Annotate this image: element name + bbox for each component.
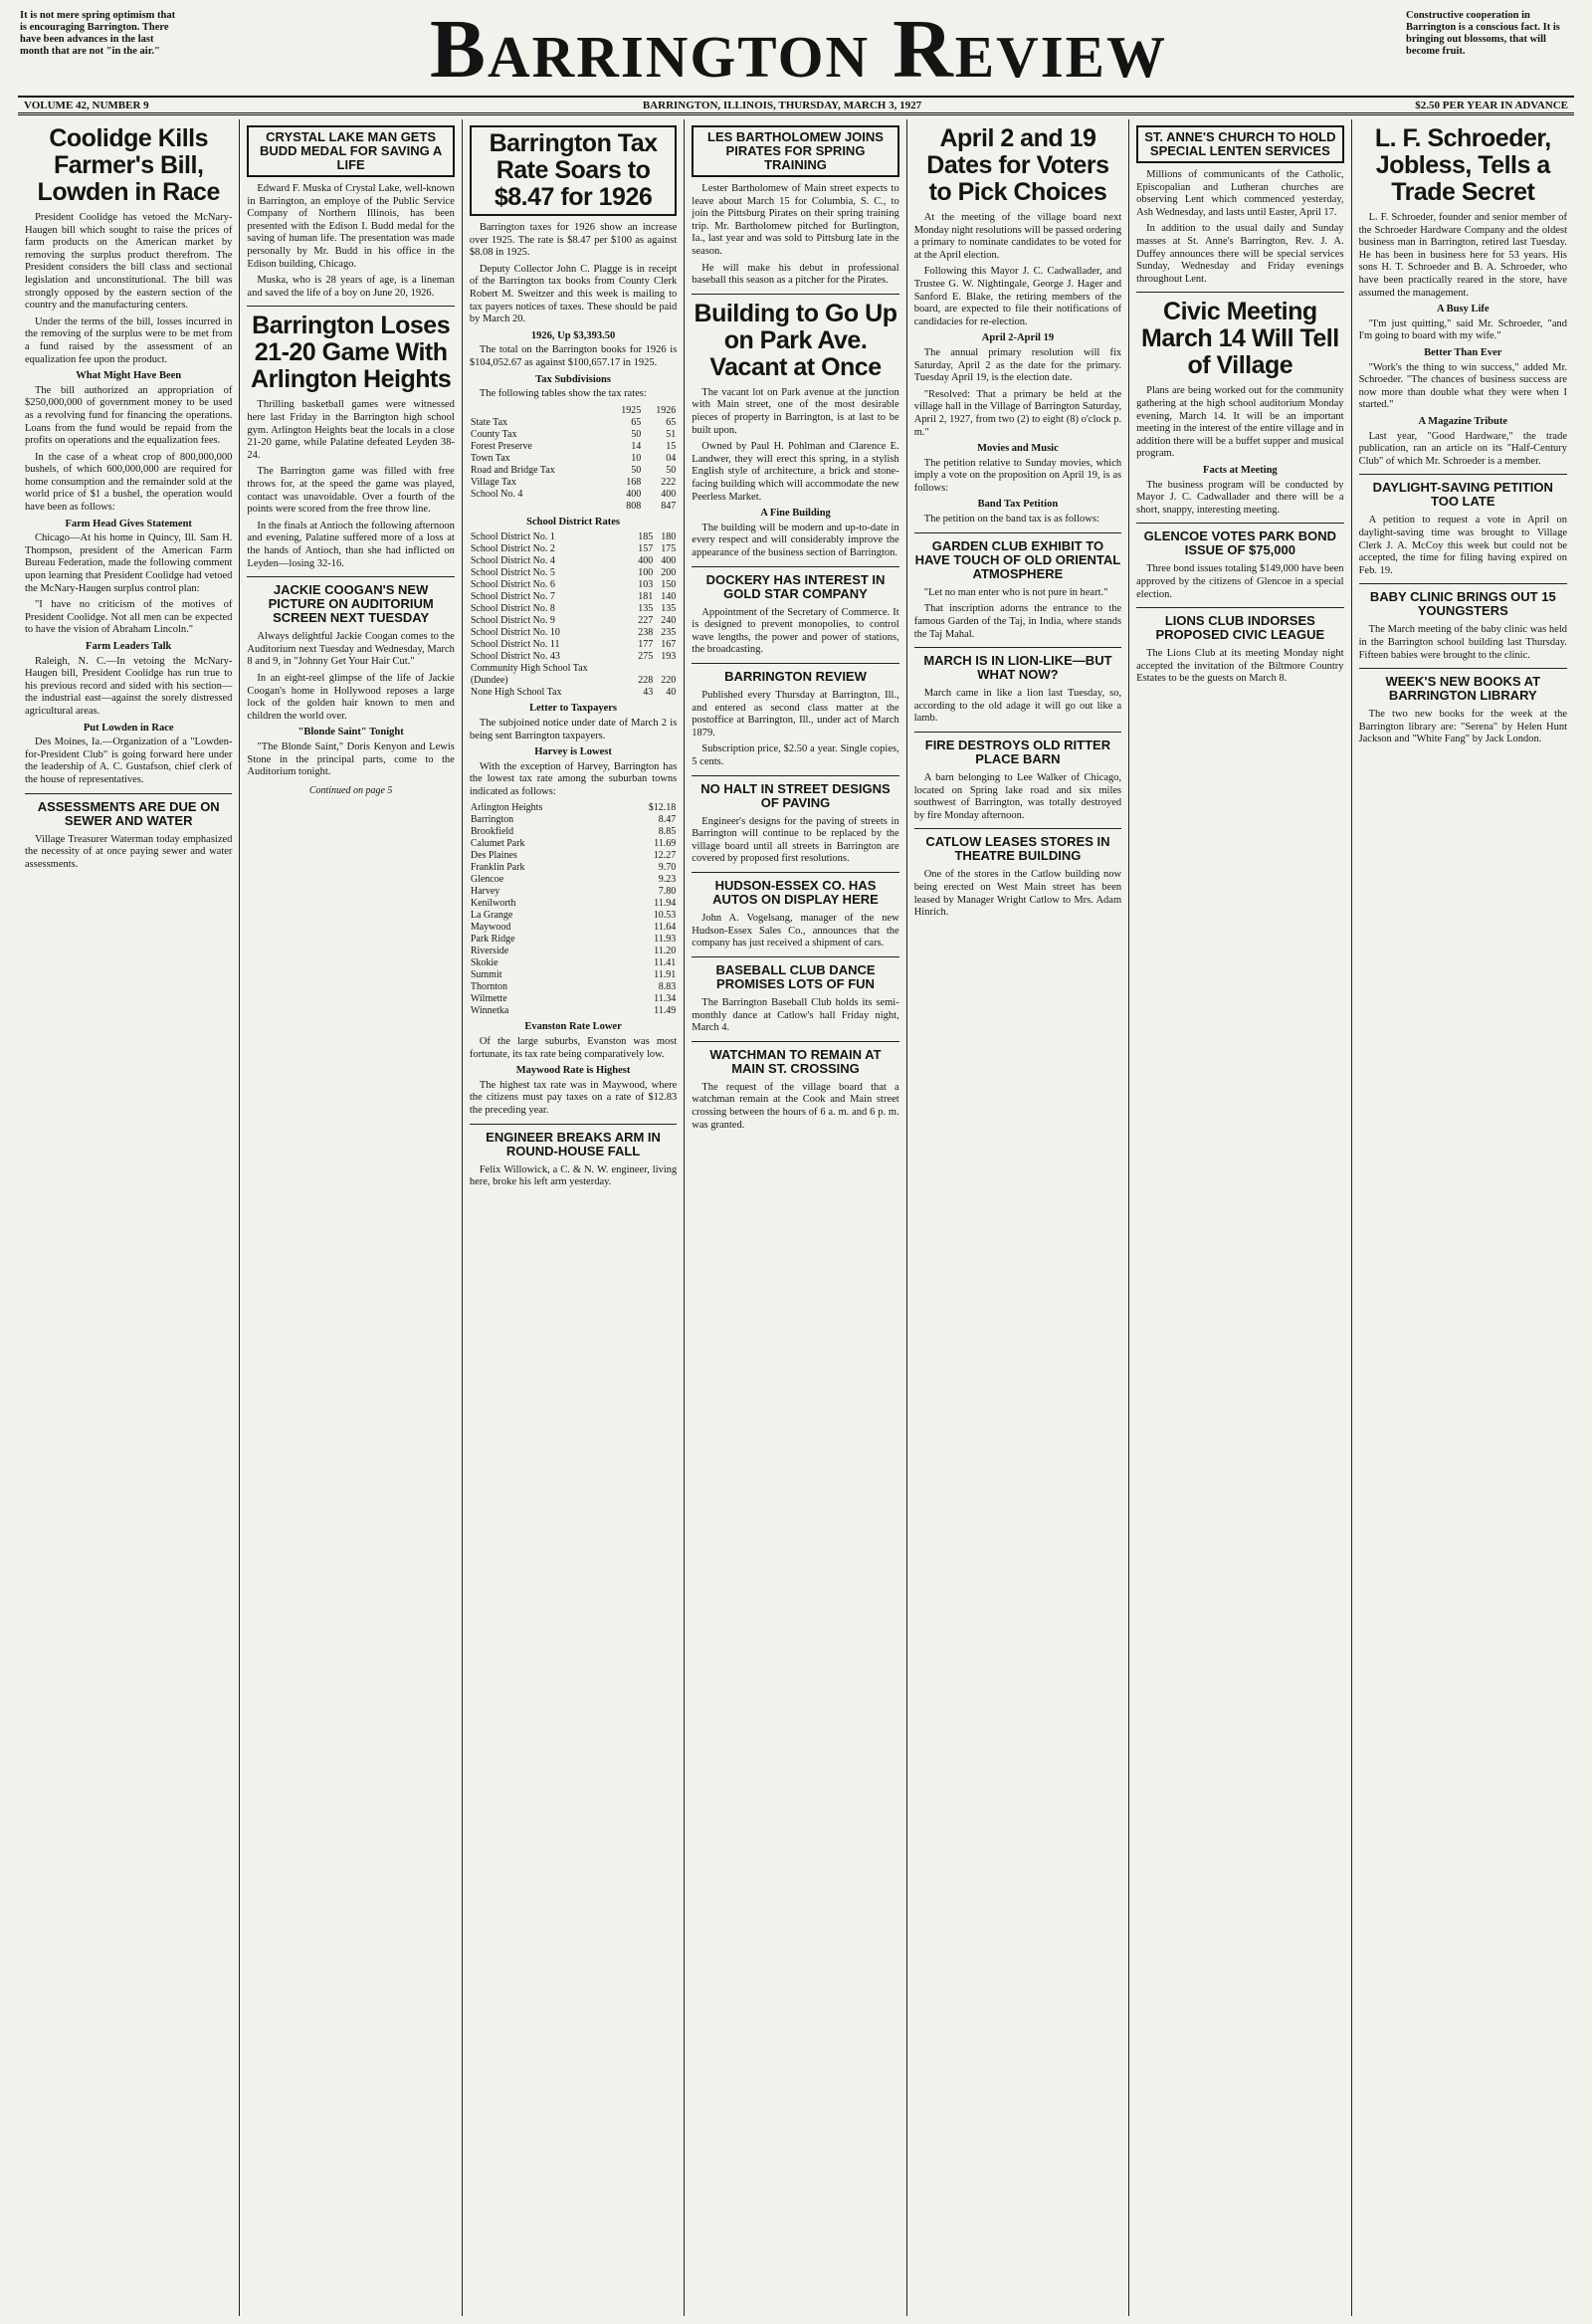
headline-april-voters: April 2 and 19 Dates for Voters to Pick Choices: [926, 124, 1109, 206]
paragraph: The highest tax rate was in Maywood, where the citizens must pay taxes on a rate of $12.83 the preceding year.: [469, 1079, 678, 1117]
column-3: [463, 119, 685, 2316]
paragraph: A barn belonging to Lee Walker of Chicago, located on Spring lake road and six miles southwest of Barrington, was totally destroyed by fire Monday afternoon.: [913, 772, 1122, 821]
table-cell: 400: [638, 555, 654, 567]
paragraph: The total on the Barrington books for 1926 is $104,052.67 as against $100,657.17 in 1925.: [469, 344, 678, 368]
table-cell: 228: [638, 675, 654, 687]
paragraph: The building will be modern and up-to-date in every respect and will considerably improve the appearance of the business section of Barrington.: [692, 522, 899, 558]
headline-paving: NO HALT IN STREET DESIGNS OF PAVING: [700, 780, 891, 810]
table-row: [470, 543, 677, 555]
table-cell: [470, 405, 607, 417]
headline-catlow: CATLOW LEASES STORES IN THEATRE BUILDING: [925, 834, 1110, 864]
divider: [1359, 668, 1567, 669]
tax-rate-table: [470, 405, 677, 513]
subhead: Better Than Ever: [1424, 346, 1502, 358]
subhead: "Blonde Saint" Tonight: [298, 727, 404, 739]
paragraph: He will make his debut in professional baseball this season as a pitcher for the Pirates.: [692, 262, 899, 287]
table-cell: School No. 4: [470, 488, 523, 500]
paragraph: The Barrington game was filled with free throws for, at the speed the game was played, contact was unavoidable. Over a fourth of the points were scored from the free throw line.: [247, 466, 455, 516]
paragraph: Barrington taxes for 1926 show an increase over 1925. The rate is $8.47 per $100 as against $8.08 in 1925.: [469, 222, 678, 259]
table-cell: 50: [666, 464, 677, 476]
divider: [1359, 474, 1567, 475]
divider: [1136, 523, 1343, 524]
table-cell: School District No. 43: [470, 651, 560, 663]
table-row: [470, 850, 677, 862]
table-cell: 847: [661, 500, 677, 512]
divider: [247, 306, 454, 307]
paragraph: March came in like a lion last Tuesday, so, according to the old adage it will go out like a lamb.: [913, 688, 1122, 725]
paragraph: Owned by Paul H. Pohlman and Clarence E. Landwer, they will erect this spring, in a stylish English style of architecture, a brick and stone-facing building which will accommodate the new Peerless Market.: [692, 441, 899, 503]
town-rate-table: [470, 802, 677, 1017]
table-row: [470, 555, 677, 567]
table-cell: 103: [638, 579, 654, 591]
table-row: [470, 993, 677, 1005]
table-row: [470, 969, 677, 981]
column-5: [907, 119, 1129, 2316]
headline-baseball-dance: BASEBALL CLUB DANCE PROMISES LOTS OF FUN: [715, 961, 876, 991]
table-cell: Riverside: [470, 946, 509, 957]
table-cell: 40: [666, 687, 677, 699]
table-cell: 100: [638, 567, 654, 579]
paragraph: Under the terms of the bill, losses incurred in the removing of the surplus were to be met from a fund raised by the assessment of an equalization fee upon the product.: [25, 316, 233, 365]
paragraph: L. F. Schroeder, founder and senior member of the Schroeder Hardware Company and the oldest business man in Barrington, retired last Tuesday. He has been in business here for 53 years. His sons H. T. Schroeder and B. A. Schroeder, who have been practically reared in the store, have assumed the management.: [1358, 212, 1567, 299]
headline-march-lion: MARCH IS IN LION-LIKE—BUT WHAT NOW?: [923, 653, 1112, 683]
table-row: [470, 453, 677, 465]
table-cell: None High School Tax: [470, 687, 562, 699]
headline-dockery: DOCKERY HAS INTEREST IN GOLD STAR COMPANY: [705, 571, 886, 601]
table-cell: 10.53: [653, 910, 677, 922]
paragraph: The March meeting of the baby clinic was held in the Barrington school building last Thursday. Fifteen babies were brought to the clinic.: [1358, 624, 1567, 661]
table-cell: 240: [661, 615, 677, 627]
table-cell: School District No. 1: [470, 531, 555, 543]
table-cell: Brookfield: [470, 826, 514, 838]
table-cell: [654, 663, 677, 675]
table-cell: 227: [638, 615, 654, 627]
table-cell: (Dundee): [470, 675, 508, 687]
paragraph: Deputy Collector John C. Plagge is in receipt of the Barrington tax books from County Clerk Robert M. Sweitzer and this week is mailing to tax payers notices of taxes. These should be paid by March 20.: [469, 263, 678, 325]
table-cell: 11.93: [654, 934, 677, 946]
table-cell: Kenilworth: [470, 898, 516, 910]
subhead: Evanston Rate Lower: [524, 1021, 622, 1033]
table-row: [470, 579, 677, 591]
table-cell: 193: [661, 651, 677, 663]
table-cell: 8.47: [658, 814, 677, 826]
table-cell: 10: [631, 452, 642, 464]
columns: [18, 119, 1574, 2316]
masthead: Barrington Review: [429, 3, 1168, 96]
table-row: [470, 874, 677, 886]
table-row: [470, 934, 677, 946]
table-row: [470, 946, 677, 957]
divider: [914, 647, 1121, 648]
table-cell: School District No. 9: [470, 615, 555, 627]
table-cell: 150: [661, 579, 677, 591]
table-row: [470, 627, 677, 639]
table-cell: 04: [666, 452, 677, 464]
table-row: [470, 687, 677, 699]
table-row: [470, 615, 677, 627]
table-cell: School District No. 10: [470, 627, 560, 639]
paragraph: A petition to request a vote in April on daylight-saving time was brought to Village Clerk J. A. McCoy this week but could not be accepted, the time for filing having expired on Feb. 19.: [1358, 515, 1567, 576]
table-cell: 11.20: [654, 946, 677, 957]
divider: [25, 793, 232, 794]
table-cell: [631, 663, 654, 675]
paragraph: "I have no criticism of the motives of President Coolidge. Not all men can be expected to have the vision of Abraham Lincoln.": [25, 599, 233, 636]
subhead: Movies and Music: [977, 443, 1059, 455]
table-row: [470, 441, 677, 453]
paragraph: The request of the village board that a watchman remain at the Cook and Main street crossing between the hours of 6 a. m. and 6 p. m. was granted.: [692, 1081, 899, 1131]
divider: [914, 828, 1121, 829]
table-row: [470, 675, 677, 687]
table-cell: 135: [638, 603, 654, 615]
headline-bartholomew: LES BARTHOLOMEW JOINS PIRATES FOR SPRING TRAINING: [692, 125, 898, 177]
headline-tax-rate: Barrington Tax Rate Soars to $8.47 for 1926: [470, 125, 677, 216]
paragraph: "I'm just quitting," said Mr. Schroeder, "and I'm going to board with my wife.": [1358, 317, 1567, 342]
headline-schroeder: L. F. Schroeder, Jobless, Tells a Trade Secret: [1374, 124, 1551, 206]
table-cell: 11.49: [654, 1005, 677, 1017]
table-cell: Forest Preserve: [470, 440, 532, 452]
table-cell: 140: [661, 591, 677, 603]
paragraph: At the meeting of the village board next Monday night resolutions will be passed ordering a primary to nominate candidates to be voted for at the April election.: [913, 212, 1122, 261]
paragraph: President Coolidge has vetoed the McNary-Haugen bill which sought to raise the prices of farm products on the American market by removing the surplus product therefrom. The President considers the bill class and sectional legislation and unconstitutional. The bill was strongly opposed by the eastern section of the country and the manufacturing centers.: [25, 212, 233, 312]
table-cell: 11.69: [654, 838, 677, 850]
school-rate-table: [470, 531, 677, 699]
subhead: Farm Head Gives Statement: [65, 518, 192, 529]
paragraph: One of the stores in the Catlow building now being erected on West Main street has been leased by Manager Wright Catlow to Mrs. Adam Hinrich.: [913, 869, 1122, 919]
paragraph: In the case of a wheat crop of 800,000,000 bushels, of which 600,000,000 are required for home consumption and the remainder sold at the world price of $1 a bushel, the operation would have been as follows:: [25, 451, 233, 514]
left-ear: It is not mere spring optimism that is encouraging Barrington. There have been advances in the last month that are not "in the air.": [20, 10, 176, 58]
paragraph: Published every Thursday at Barrington, Ill., and entered as second class matter at the postoffice at Barrington, Ill., under act of March 1879.: [692, 690, 899, 739]
table-row: [470, 826, 677, 838]
subhead: Letter to Taxpayers: [529, 703, 617, 715]
headline-library-books: WEEK'S NEW BOOKS AT BARRINGTON LIBRARY: [1385, 674, 1541, 704]
table-cell: Village Tax: [470, 476, 516, 488]
table-cell: County Tax: [470, 428, 517, 440]
paragraph: Thrilling basketball games were witnessed here last Friday in the Barrington high school gym. Arlington Heights beat the locals in a close 21-20 game, while Palatine defeated Leyden 38-24.: [247, 399, 455, 461]
table-cell: Des Plaines: [470, 850, 517, 862]
table-cell: 200: [661, 567, 677, 579]
divider: [692, 872, 898, 873]
table-cell: School District No. 6: [470, 579, 555, 591]
divider: [1136, 292, 1343, 293]
paragraph: Last year, "Good Hardware," the trade publication, ran an article on its "Half-Century Club" of which Mr. Schroeder is a member.: [1358, 430, 1567, 467]
table-row: [470, 531, 677, 543]
table-cell: 808: [626, 500, 642, 512]
paragraph: Des Moines, Ia.—Organization of a "Lowden-for-President Club" is going forward here under the leadership of A. C. Gustafson, chief clerk of the house of representatives.: [25, 737, 233, 785]
table-cell: 185: [638, 531, 654, 543]
paragraph: John A. Vogelsang, manager of the new Hudson-Essex Sales Co., announces that the company has just received a shipment of cars.: [692, 913, 899, 950]
paragraph: Subscription price, $2.50 a year. Single copies, 5 cents.: [692, 743, 899, 767]
subhead: A Fine Building: [760, 508, 831, 520]
paragraph: The following tables show the tax rates:: [479, 388, 647, 400]
headline-engineer: ENGINEER BREAKS ARM IN ROUND-HOUSE FALL: [486, 1129, 661, 1159]
table-cell: 43: [643, 687, 654, 699]
table-cell: Town Tax: [470, 452, 510, 464]
subhead: Band Tax Petition: [977, 499, 1059, 511]
table-cell: 11.34: [654, 993, 677, 1005]
subhead: April 2-April 19: [981, 332, 1055, 344]
paragraph: Edward F. Muska of Crystal Lake, well-known in Barrington, an employe of the Public Service Company of Northern Illinois, has been presented with the Edison I. Budd medal for the saving of human life. The presentation was made personally by Mr. Budd in his office in the Edison building, Chicago.: [247, 183, 455, 270]
dateline: [18, 96, 1574, 115]
table-cell: Arlington Heights: [470, 802, 543, 814]
table-cell: 400: [661, 555, 677, 567]
column-7: [1352, 119, 1574, 2316]
column-4: [685, 119, 906, 2316]
headline-st-annes: ST. ANNE'S CHURCH TO HOLD SPECIAL LENTEN SERVICES: [1136, 125, 1343, 163]
subhead: Facts at Meeting: [1203, 464, 1278, 476]
headline-daylight-saving: DAYLIGHT-SAVING PETITION TOO LATE: [1372, 480, 1553, 510]
table-cell: 400: [626, 488, 642, 500]
table-row: [470, 802, 677, 814]
paragraph: The Lions Club at its meeting Monday night accepted the invitation of the Biltmore Country Estates to be the guests on March 8.: [1136, 648, 1344, 685]
table-row: [470, 591, 677, 603]
table-cell: 8.85: [658, 826, 677, 838]
review-masthead-box: BARRINGTON REVIEW: [724, 669, 867, 684]
headline-basketball: Barrington Loses 21-20 Game With Arlington Heights: [251, 312, 452, 394]
column-2: [240, 119, 462, 2316]
paragraph: The two new books for the week at the Barrington library are: "Serena" by Helen Hunt Jackson and "White Fang" by Jack London.: [1358, 709, 1567, 745]
subhead: School District Rates: [526, 516, 621, 528]
paragraph: Raleigh, N. C.—In vetoing the McNary-Haugen bill, President Coolidge has run true to his previous record and sided with his section—the industrial east—against the sorely distressed agricultural areas.: [25, 655, 233, 717]
paragraph: Village Treasurer Waterman today emphasized the necessity of at once paying sewer and water assessments.: [25, 833, 233, 870]
divider: [1136, 607, 1343, 608]
table-cell: Road and Bridge Tax: [470, 464, 555, 476]
table-cell: 220: [661, 675, 677, 687]
table-row: [470, 603, 677, 615]
table-cell: 51: [666, 428, 677, 440]
table-cell: State Tax: [470, 416, 508, 428]
table-cell: Community High School Tax: [470, 663, 588, 675]
subhead: What Might Have Been: [76, 370, 182, 382]
table-cell: 168: [626, 476, 642, 488]
table-cell: 9.23: [658, 874, 677, 886]
divider: [692, 566, 898, 567]
table-cell: 11.94: [654, 898, 677, 910]
table-cell: 15: [666, 440, 677, 452]
paragraph: "Let no man enter who is not pure in heart.": [923, 586, 1108, 598]
table-cell: Franklin Park: [470, 862, 525, 874]
paragraph: The petition on the band tax is as follows:: [923, 514, 1099, 526]
table-cell: 1925: [621, 404, 642, 416]
paragraph: With the exception of Harvey, Barrington has the lowest tax rate among the suburban towns indicated as follows:: [469, 760, 678, 797]
table-cell: 167: [661, 639, 677, 651]
paragraph: The subjoined notice under date of March 2 is being sent Barrington taxpayers.: [469, 717, 678, 741]
table-cell: 1926: [656, 404, 677, 416]
headline-coolidge: Coolidge Kills Farmer's Bill, Lowden in Race: [37, 124, 220, 206]
paragraph: The business program will be conducted by Mayor J. C. Cadwallader and there will be a short, snappy, interesting meeting.: [1136, 479, 1344, 516]
paragraph: The Barrington Baseball Club holds its semi-monthly dance at Catlow's hall Friday night, March 4.: [692, 996, 899, 1034]
divider: [470, 1124, 677, 1125]
table-cell: 50: [631, 464, 642, 476]
table-row: [470, 567, 677, 579]
table-row: [470, 417, 677, 429]
paragraph: In the finals at Antioch the following afternoon and evening, Palatine suffered more of a loss at the hands of Antioch, than she had inflicted on Leyden—losing 32-16.: [247, 520, 455, 569]
subhead: Tax Subdivisions: [535, 373, 611, 385]
headline-watchman: WATCHMAN TO REMAIN AT MAIN ST. CROSSING: [709, 1046, 882, 1076]
headline-civic-meeting: Civic Meeting March 14 Will Tell of Village: [1141, 298, 1339, 380]
divider: [914, 732, 1121, 733]
paragraph: Engineer's designs for the paving of streets in Barrington will continue to be replaced by the village board until all streets in Barrington are covered by proposed first resolutions.: [692, 815, 899, 865]
divider: [692, 956, 898, 957]
table-row: [470, 814, 677, 826]
table-cell: [470, 501, 607, 513]
table-cell: Park Ridge: [470, 934, 515, 946]
table-row: [470, 957, 677, 969]
paragraph: The annual primary resolution will fix Saturday, April 2 as the date for the primary. Tuesday April 19, is the election date.: [913, 346, 1122, 384]
headline-park-ave: Building to Go Up on Park Ave. Vacant at Once: [694, 299, 897, 381]
table-cell: Glencoe: [470, 874, 504, 886]
divider: [692, 663, 898, 664]
table-cell: School District No. 7: [470, 591, 555, 603]
headline-baby-clinic: BABY CLINIC BRINGS OUT 15 YOUNGSTERS: [1369, 589, 1556, 619]
table-cell: 135: [661, 603, 677, 615]
paragraph: "Work's the thing to win success," added Mr. Schroeder. "The chances of business success are now more than double what they were when I started.": [1358, 361, 1567, 411]
paragraph: Millions of communicants of the Catholic, Episcopalian and Lutheran churches are observing Lent which commenced yesterday, Ash Wednesday, and lasts until Easter, April 17.: [1136, 169, 1344, 218]
table-cell: 157: [638, 543, 654, 555]
table-cell: 275: [638, 651, 654, 663]
divider: [692, 1041, 898, 1042]
subhead: Put Lowden in Race: [83, 722, 174, 734]
table-row: [470, 429, 677, 441]
paragraph: Following this Mayor J. C. Cadwallader, and Trustee G. W. Nightingale, George J. Hager and Sanford E. Blake, the retiring members of the board, are expected to file their notifications of candidacies for re-election.: [913, 266, 1122, 327]
table-row: [470, 465, 677, 477]
paragraph: Chicago—At his home in Quincy, Ill. Sam H. Thompson, president of the American Farm Bureau Federation, made the following comment upon learning that President Coolidge had vetoed the McNary-Haugen surplus control plan:: [25, 532, 233, 594]
subhead: A Magazine Tribute: [1418, 415, 1507, 427]
headline-crystal-lake: CRYSTAL LAKE MAN GETS BUDD MEDAL FOR SAVING A LIFE: [247, 125, 454, 177]
table-row: [470, 981, 677, 993]
subhead: Farm Leaders Talk: [86, 641, 172, 652]
table-cell: Harvey: [470, 886, 500, 898]
table-cell: 9.70: [658, 862, 677, 874]
continued-note: Continued on page 5: [308, 784, 393, 796]
paragraph: Muska, who is 28 years of age, is a lineman and saved the life of a boy on June 20, 1926.: [247, 275, 455, 299]
table-row: [470, 910, 677, 922]
divider: [247, 576, 454, 577]
paragraph: In an eight-reel glimpse of the life of Jackie Coogan's home in Hollywood reposes a large lock of the golden hair known to men and children the world over.: [247, 673, 455, 722]
paragraph: Felix Willowick, a C. & N. W. engineer, living here, broke his left arm yesterday.: [469, 1163, 678, 1188]
table-cell: $12.18: [648, 802, 677, 814]
subhead: Maywood Rate is Highest: [515, 1065, 631, 1077]
table-cell: Maywood: [470, 922, 511, 934]
table-cell: La Grange: [470, 910, 513, 922]
volume-number: VOLUME 42, NUMBER 9: [24, 99, 149, 111]
paragraph: Appointment of the Secretary of Commerce. It is designed to prevent monopolies, to control wave lengths, the power and power of stations, the broadcasting.: [692, 606, 899, 656]
paragraph: Plans are being worked out for the community gathering at the high school auditorium Monday evening, March 14. It will be an important meeting in the interest of the entire village and in addition there will be a buffet supper and musical program.: [1136, 385, 1344, 460]
table-cell: 222: [661, 476, 677, 488]
table-row: [470, 886, 677, 898]
paragraph: Always delightful Jackie Coogan comes to the Auditorium next Tuesday and Wednesday, March 8 and 9, in "Johnny Get Your Hair Cut.": [247, 631, 455, 668]
subhead: Harvey is Lowest: [534, 746, 612, 758]
table-row: [470, 898, 677, 910]
divider: [692, 294, 898, 295]
table-row: [470, 639, 677, 651]
table-cell: 180: [661, 531, 677, 543]
table-row: [470, 501, 677, 513]
table-cell: 12.27: [653, 850, 677, 862]
subhead: 1926, Up $3,393.50: [530, 329, 616, 341]
table-row: [470, 922, 677, 934]
paragraph: "Resolved: That a primary be held at the village hall in the Village of Barrington Saturday, April 2, 1927, from two (2) to eight (8) o'clock p. m.": [913, 388, 1122, 438]
headline-glencoe: GLENCOE VOTES PARK BOND ISSUE OF $75,000: [1143, 528, 1337, 558]
headline-jackie-coogan: JACKIE COOGAN'S NEW PICTURE ON AUDITORIUM SCREEN NEXT TUESDAY: [268, 582, 434, 626]
table-cell: 238: [638, 627, 654, 639]
paragraph: Three bond issues totaling $149,000 have been approved by the citizens of Glencoe in a special election.: [1136, 563, 1344, 600]
paragraph: Lester Bartholomew of Main street expects to leave about March 15 for Columbia, S. C., to join the Pittsburg Pirates on their spring training trip. Mr. Bartholomew pitched for Burlington, Ia., last year and was sold to Pittsburg late in the season.: [692, 183, 899, 258]
table-cell: 400: [661, 488, 677, 500]
table-cell: 8.83: [658, 981, 677, 993]
table-cell: Skokie: [470, 957, 498, 969]
paragraph: The vacant lot on Park avenue at the junction with Main street, one of the most desirable pieces of property in Barrington, is at last to be built upon.: [692, 386, 899, 436]
column-1: [18, 119, 240, 2316]
table-cell: Barrington: [470, 814, 514, 826]
table-cell: 14: [631, 440, 642, 452]
paragraph: The bill authorized an appropriation of $250,000,000 of government money to be used as a revolving fund for financing the operations. Loans from the fund would be repaid from the profits on operations and the equalization fees.: [25, 384, 233, 447]
table-cell: 11.41: [654, 957, 677, 969]
table-row: [470, 1005, 677, 1017]
table-cell: 65: [666, 416, 677, 428]
paragraph: "The Blonde Saint," Doris Kenyon and Lewis Stone in the principal parts, come to the Auditorium tonight.: [247, 741, 455, 778]
table-cell: 177: [638, 639, 654, 651]
table-cell: 11.64: [654, 922, 677, 934]
table-row: [470, 489, 677, 501]
table-cell: Calumet Park: [470, 838, 525, 850]
table-cell: School District No. 2: [470, 543, 555, 555]
table-cell: School District No. 4: [470, 555, 555, 567]
table-cell: 181: [638, 591, 654, 603]
table-row: [470, 862, 677, 874]
paragraph: The petition relative to Sunday movies, which imply a vote on the proposition on April 19, is as follows:: [913, 457, 1122, 494]
table-cell: 11.91: [654, 969, 677, 981]
right-ear: Constructive cooperation in Barrington is a conscious fact. It is bringing out blossoms, that will become fruit.: [1406, 10, 1560, 58]
table-cell: Thornton: [470, 981, 508, 993]
subscription-price: $2.50 PER YEAR IN ADVANCE: [1415, 99, 1568, 111]
table-header-row: [470, 405, 677, 417]
table-cell: 50: [631, 428, 642, 440]
column-6: [1129, 119, 1351, 2316]
headline-lions-club: LIONS CLUB INDORSES PROPOSED CIVIC LEAGUE: [1155, 613, 1325, 643]
table-row: [470, 838, 677, 850]
table-cell: 7.80: [658, 886, 677, 898]
table-cell: 175: [661, 543, 677, 555]
table-cell: 235: [661, 627, 677, 639]
table-cell: School District No. 11: [470, 639, 560, 651]
table-cell: Winnetka: [470, 1005, 509, 1017]
headline-hudson-essex: HUDSON-ESSEX CO. HAS AUTOS ON DISPLAY HERE: [712, 878, 879, 908]
divider: [1359, 583, 1567, 584]
table-cell: Wilmette: [470, 993, 507, 1005]
paragraph: In addition to the usual daily and Sunday masses at St. Anne's Barrington, Rev. J. A. Duffey announces there will be special services Sunday, Wednesday and Friday evenings throughout Lent.: [1136, 223, 1344, 285]
subhead: A Busy Life: [1437, 304, 1490, 316]
headline-fire: FIRE DESTROYS OLD RITTER PLACE BARN: [924, 737, 1111, 766]
table-cell: Summit: [470, 969, 502, 981]
table-row: [470, 477, 677, 489]
table-row: [470, 651, 677, 663]
table-cell: School District No. 8: [470, 603, 555, 615]
table-cell: School District No. 5: [470, 567, 555, 579]
table-row: [470, 663, 677, 675]
divider: [692, 775, 898, 776]
headline-assessments: ASSESSMENTS ARE DUE ON SEWER AND WATER: [37, 798, 220, 828]
table-cell: 65: [631, 416, 642, 428]
paragraph: That inscription adorns the entrance to the famous Garden of the Taj, in India, where stands the Taj Mahal.: [913, 603, 1122, 640]
divider: [914, 532, 1121, 533]
place-date: BARRINGTON, ILLINOIS, THURSDAY, MARCH 3, 1927: [642, 99, 922, 111]
headline-garden-club: GARDEN CLUB EXHIBIT TO HAVE TOUCH OF OLD ORIENTAL ATMOSPHERE: [914, 537, 1121, 581]
paragraph: Of the large suburbs, Evanston was most fortunate, its tax rate being comparatively low.: [469, 1036, 678, 1060]
